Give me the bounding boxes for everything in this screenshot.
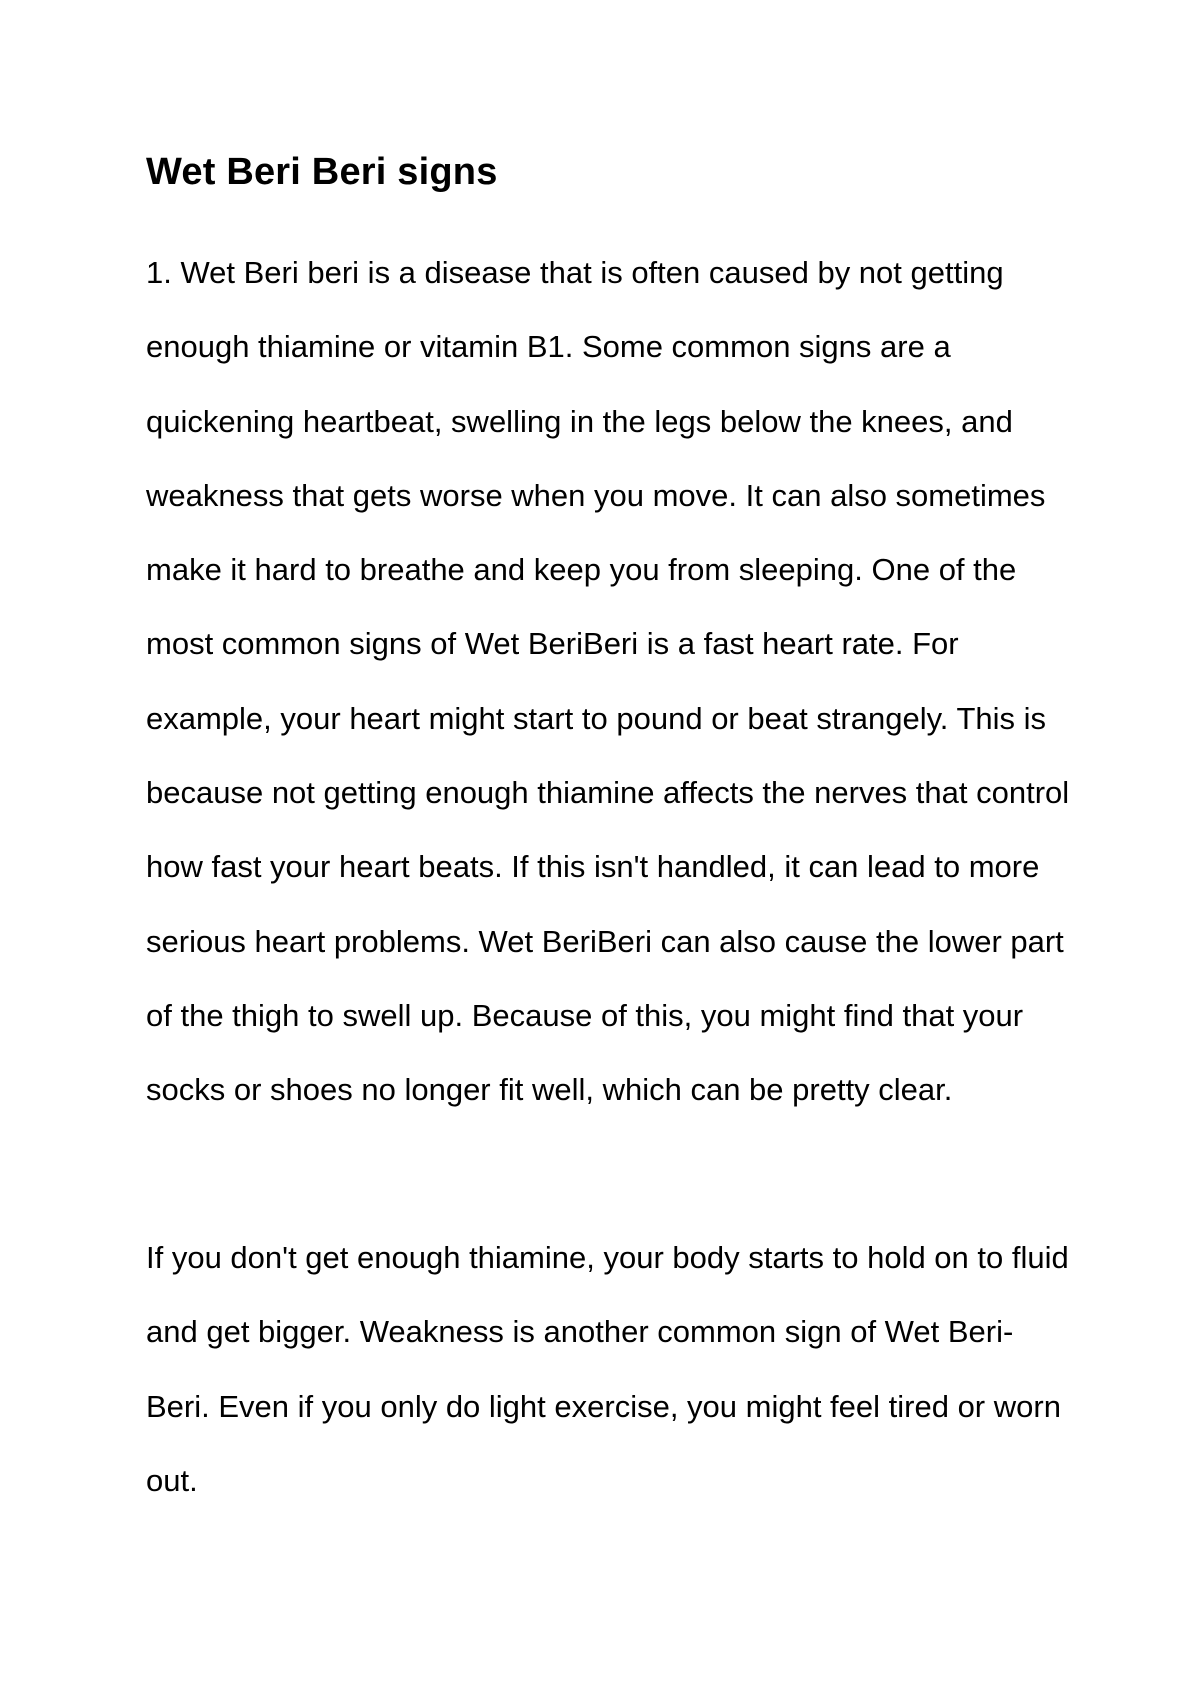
page-title: Wet Beri Beri signs <box>146 151 498 193</box>
paragraph-2: If you don't get enough thiamine, your body starts to hold on to fluid and get bigger. Weakness is another common sign of Wet Beri-Beri. Even if you only do light exercise, you might feel tired or worn out. <box>146 1240 1069 1498</box>
paragraph-1: 1. Wet Beri beri is a disease that is often caused by not getting enough thiamine or vitamin B1. Some common signs are a quickening heartbeat, swelling in the legs below the knees, and weakness that gets worse when you move. It can also sometimes make it hard to breathe and keep you from sleeping. One of the most common signs of Wet BeriBeri is a fast heart rate. For example, your heart might start to pound or beat strangely. This is because not getting enough thiamine affects the nerves that control how fast your heart beats. If this isn't handled, it can lead to more serious heart problems. Wet BeriBeri can also cause the lower part of the thigh to swell up. Because of this, you might find that your socks or shoes no longer fit well, which can be pretty clear. <box>146 255 1070 1108</box>
